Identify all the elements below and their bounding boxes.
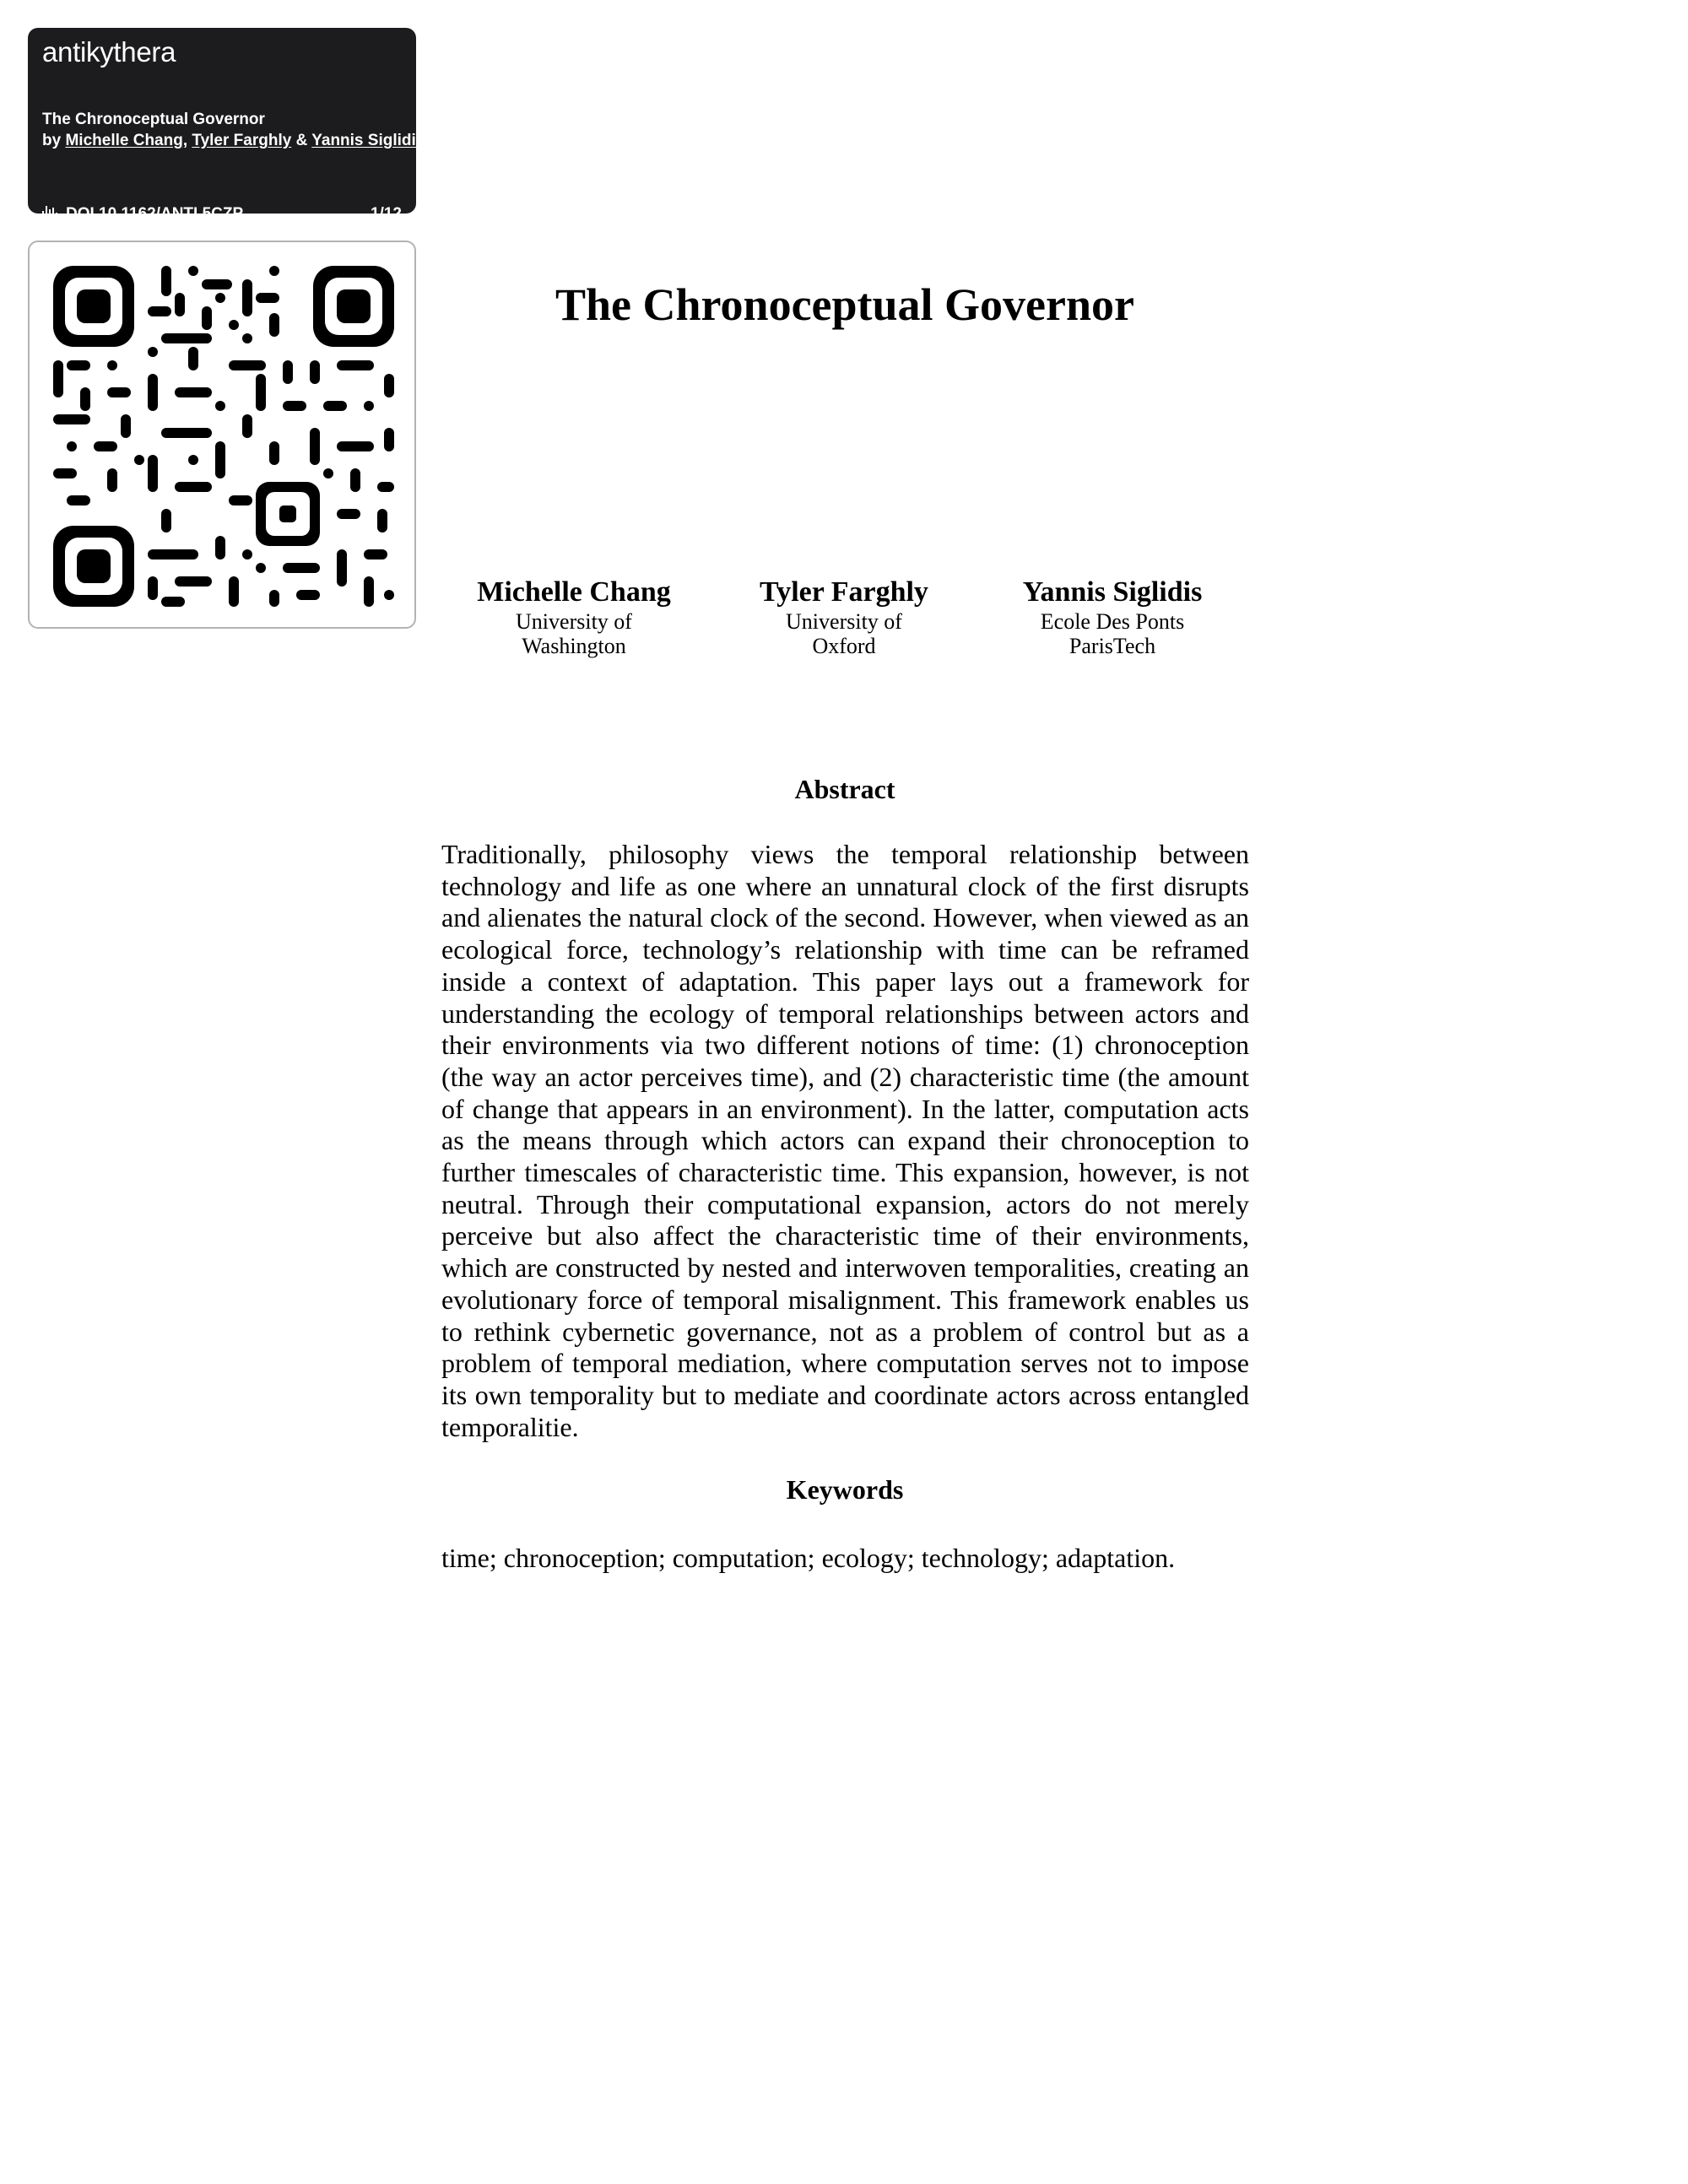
author-name: Michelle Chang: [477, 576, 671, 608]
doi-text: DOI 10.1162/ANTI.5CZP: [66, 205, 244, 223]
header-badge: [28, 28, 425, 223]
byline-comma: ,: [182, 132, 188, 149]
author-affiliation: Ecole Des Ponts ParisTech: [1040, 609, 1185, 658]
qr-code-icon: [53, 266, 394, 607]
qr-code-card[interactable]: [28, 241, 416, 629]
author-link-michelle-chang[interactable]: Michelle Chang: [65, 132, 183, 149]
author-affiliation: University of Oxford: [786, 609, 902, 658]
author-yannis-siglidis: [986, 576, 1239, 658]
author-name: Tyler Farghly: [760, 576, 928, 608]
byline-by: by: [42, 132, 62, 149]
badge-paper-title: The Chronoceptual Governor: [42, 111, 265, 128]
badge-byline: [42, 132, 425, 150]
doi-link[interactable]: [42, 205, 243, 224]
author-tyler-farghly: [717, 576, 971, 658]
author-link-tyler-farghly[interactable]: Tyler Farghly: [192, 132, 292, 149]
byline-ampersand: &: [295, 132, 308, 149]
abstract-heading: Abstract: [794, 774, 895, 804]
page-counter: 1/12: [371, 205, 402, 223]
author-affiliation: University of Washington: [516, 609, 632, 658]
brand-logo[interactable]: antikythera: [42, 36, 176, 68]
barcode-icon: [42, 206, 57, 223]
keywords-heading: Keywords: [786, 1474, 904, 1505]
author-name: Yannis Siglidis: [1022, 576, 1203, 608]
author-link-yannis-siglidis[interactable]: Yannis Siglidis: [311, 132, 425, 149]
author-michelle-chang: [447, 576, 701, 658]
abstract-text: Traditionally, philosophy views the temporal relationship between technology and life as one where an unnatural clock of the first disrupts and alienates the natural clock of the second. However, when viewed as an ecological force, technology’s relationship with time can be reframed inside a context of adaptation. This paper lays out a framework for understanding the ecology of temporal relationships between actors and their environments via two different notions of time: (1) chronoception (the way an actor perceives time), and (2) characteristic time (the amount of change that appears in an environment). In the latter, computation acts as the means through which actors can expand their chronoception to further timescales of characteristic time. This expansion, however, is not neutral. Through their computational expansion, actors do not merely perceive but also affect the characteristic time of their environments, which are constructed by nested and interwoven temporalities, creating an evolutionary force of temporal misalignment. This framework enables us to rethink cybernetic governance, not as a problem of control but as a problem of temporal mediation, where computation serves not to impose its own temporality but to mediate and coordinate actors across entangled temporalitie.: [441, 839, 1249, 1442]
keywords-text: time; chronoception; computation; ecology; technology; adaptation.: [441, 1543, 1176, 1573]
paper-title: The Chronoceptual Governor: [555, 279, 1134, 330]
